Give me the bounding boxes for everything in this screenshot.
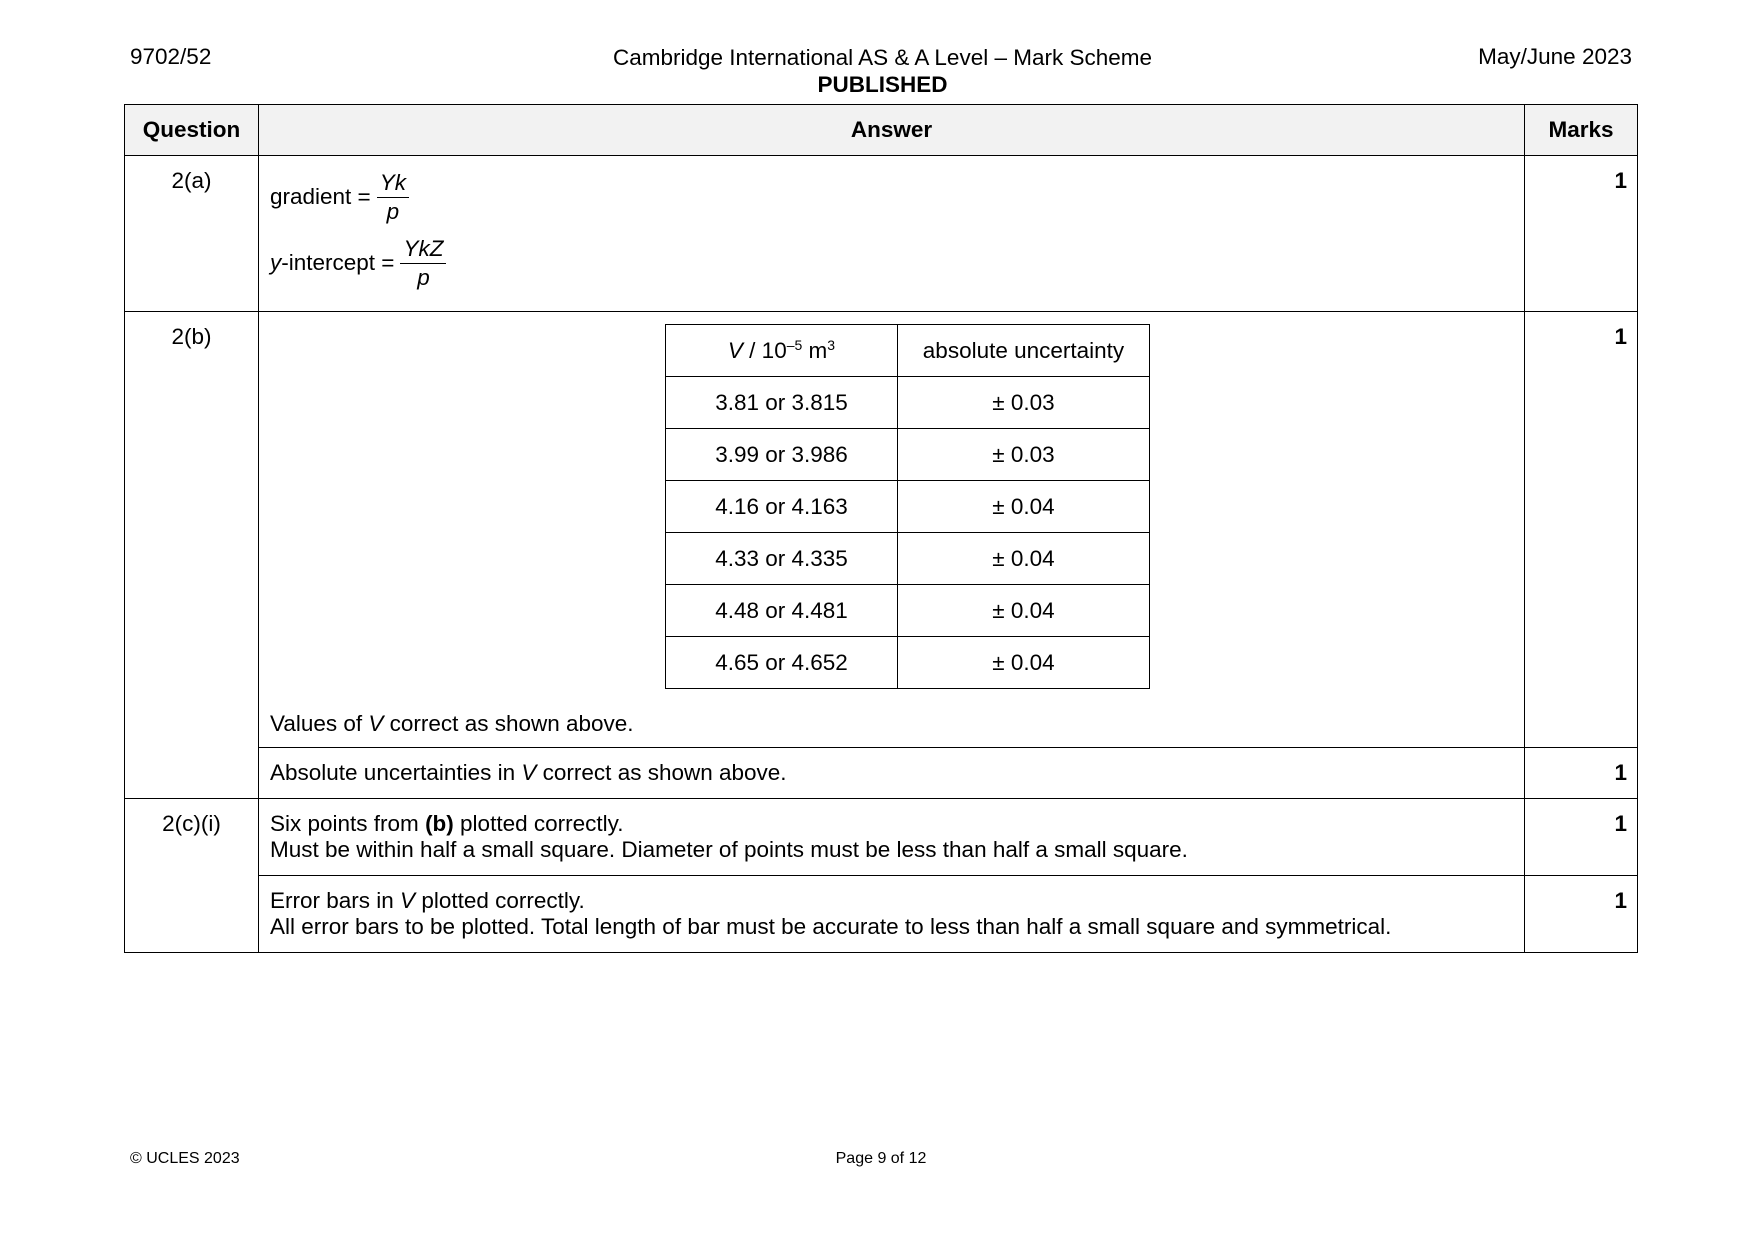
marks-cell: 1 (1525, 748, 1638, 799)
uncertainty-value: ± 0.03 (898, 429, 1150, 481)
volume-value: 4.48 or 4.481 (666, 585, 898, 637)
table-row (125, 748, 1638, 799)
volume-value: 3.81 or 3.815 (666, 377, 898, 429)
inner-table-row (666, 377, 1150, 429)
inner-table-row (666, 585, 1150, 637)
page-number: Page 9 of 12 (835, 1150, 927, 1167)
inner-table-header (666, 325, 1150, 377)
answer-cell (259, 156, 1525, 312)
volume-value: 4.65 or 4.652 (666, 637, 898, 689)
fraction-numerator: Yk (377, 169, 409, 198)
question-number: 2(c)(i) (125, 799, 259, 953)
fraction-numerator: YkZ (400, 235, 446, 264)
y-variable: y (270, 250, 282, 275)
table-row (125, 876, 1638, 953)
uncertainty-value: ± 0.04 (898, 637, 1150, 689)
question-column-header: Question (125, 105, 259, 156)
table-row (125, 156, 1638, 312)
uncertainty-value: ± 0.03 (898, 377, 1150, 429)
answer-cell: Absolute uncertainties in V correct as shown above. (259, 748, 1525, 799)
question-number: 2(b) (125, 312, 259, 799)
answer-cell (259, 799, 1525, 876)
gradient-equation (270, 164, 1513, 230)
inner-table-row (666, 533, 1150, 585)
inner-table-row (666, 481, 1150, 533)
marks-cell: 1 (1525, 876, 1638, 953)
gradient-fraction (377, 169, 409, 226)
answer-line: Error bars in V plotted correctly. (270, 888, 585, 913)
answer-column-header: Answer (259, 105, 1525, 156)
answer-line: Must be within half a small square. Diameter of points must be less than half a small square. (270, 837, 1188, 862)
exam-session: May/June 2023 (1478, 44, 1632, 69)
table-row (125, 312, 1638, 748)
table-header-row (125, 105, 1638, 156)
uncertainty-value: ± 0.04 (898, 481, 1150, 533)
question-number: 2(a) (125, 156, 259, 312)
volume-uncertainty-table (665, 324, 1150, 689)
y-intercept-equation (270, 230, 1513, 296)
answer-line: All error bars to be plotted. Total length of bar must be accurate to less than half a small square and symmetrical. (270, 914, 1392, 939)
document-title: Cambridge International AS & A Level – Mark Scheme (612, 45, 1153, 70)
fraction-denominator: p (386, 198, 400, 224)
inner-table-row (666, 637, 1150, 689)
paper-code: 9702/52 (130, 44, 212, 69)
volume-column-header: V / $10^{-5}$ $m^3$ (666, 325, 898, 377)
uncertainty-value: ± 0.04 (898, 585, 1150, 637)
marks-cell: 1 (1525, 312, 1638, 748)
volume-value: 3.99 or 3.986 (666, 429, 898, 481)
published-label: PUBLISHED (817, 72, 948, 97)
answer-cell (259, 312, 1525, 748)
uncertainty-column-header: absolute uncertainty (898, 325, 1150, 377)
volume-value: 4.16 or 4.163 (666, 481, 898, 533)
y-intercept-label: -intercept = (281, 250, 395, 275)
answer-cell (259, 876, 1525, 953)
uncertainty-value: ± 0.04 (898, 533, 1150, 585)
fraction-denominator: p (417, 264, 430, 290)
mark-scheme-table (124, 104, 1638, 953)
y-intercept-fraction (400, 235, 446, 292)
marks-column-header: Marks (1525, 105, 1638, 156)
gradient-label: gradient = (270, 184, 371, 209)
marks-cell: 1 (1525, 799, 1638, 876)
volume-value: 4.33 or 4.335 (666, 533, 898, 585)
values-note: Values of V correct as shown above. (270, 711, 634, 736)
answer-line: Six points from (b) plotted correctly. (270, 811, 624, 836)
marks-cell: 1 (1525, 156, 1638, 312)
inner-table-row (666, 429, 1150, 481)
copyright-notice: © UCLES 2023 (130, 1150, 240, 1167)
table-row (125, 799, 1638, 876)
